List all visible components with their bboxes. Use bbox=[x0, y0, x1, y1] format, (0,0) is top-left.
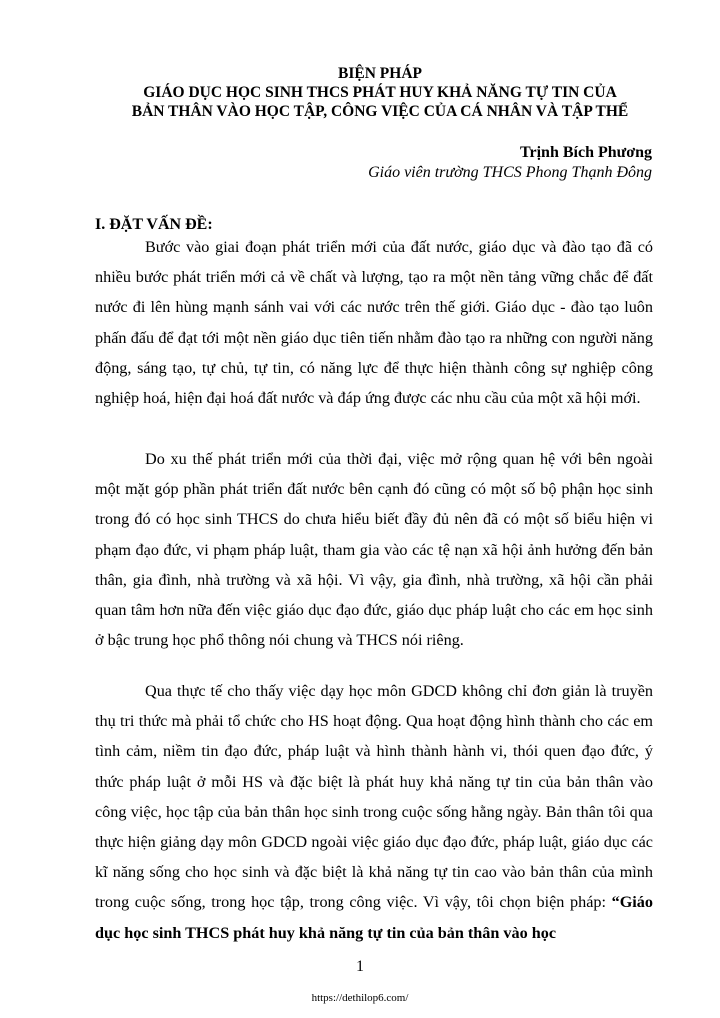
document-title-line-2: GIÁO DỤC HỌC SINH THCS PHÁT HUY KHẢ NĂNG TỰ TIN CỦA bbox=[143, 84, 617, 101]
paragraph-3-quote: “Giáo dục học sinh THCS phát huy khả năng tự tin của bản thân vào học bbox=[95, 893, 653, 942]
page-number: 1 bbox=[356, 958, 364, 975]
paragraph-1: Bước vào giai đoạn phát triển mới của đất nước, giáo dục và đào tạo đã có nhiều bước phát triển mới cả về chất và lượng, tạo ra một nền tảng vững chắc để đất nước đi lên hùng mạnh sánh vai với các nước trên thế giới. Giáo dục - đào tạo luôn phấn đấu để đạt tới một nền giáo dục tiên tiến nhằm đào tạo ra những con người năng động, sáng tạo, tự chủ, tự tin, có năng lực để thực hiện thành công sự nghiệp công nghiệp hoá, hiện đại hoá đất nước và đáp ứng được các nhu cầu của một xã hội mới. bbox=[95, 238, 653, 408]
document-title-line-1: BIỆN PHÁP bbox=[338, 65, 422, 82]
paragraph-3-text: Qua thực tế cho thấy việc dạy học môn GDCD không chỉ đơn giản là truyền thụ tri thức mà phải tổ chức cho HS hoạt động. Qua hoạt động hình thành cho các em tình cảm, niềm tin đạo đức, pháp luật và hình thành hành vi, thói quen đạo đức, ý thức pháp luật ở mỗi HS và đặc biệt là phát huy khả năng tự tin của bản thân vào công việc, học tập của bản thân học sinh trong cuộc sống hằng ngày. Bản thân tôi qua thực hiện giảng dạy môn GDCD ngoài việc giáo dục đạo đức, pháp luật, giáo dục các kĩ năng sống cho học sinh và đặc biệt là khả năng tự tin cao vào bản thân của mình trong cuộc sống, trong học tập, trong công việc. Vì vậy, tôi chọn biện pháp: bbox=[95, 682, 653, 912]
section-heading: I. ĐẶT VẤN ĐỀ: bbox=[95, 216, 213, 233]
paragraph-2: Do xu thế phát triển mới của thời đại, việc mở rộng quan hệ với bên ngoài một mặt góp phần phát triển đất nước bên cạnh đó cũng có một số bộ phận học sinh trong đó có học sinh THCS do chưa hiểu biết đầy đủ nên đã có một số biểu hiện vi phạm đạo đức, vi phạm pháp luật, tham gia vào các tệ nạn xã hội ảnh hưởng đến bản thân, gia đình, nhà trường và xã hội. Vì vậy, gia đình, nhà trường, xã hội cần phải quan tâm hơn nữa đến việc giáo dục đạo đức, giáo dục pháp luật cho các em học sinh ở bậc trung học phổ thông nói chung và THCS nói riêng. bbox=[95, 450, 653, 650]
author-affiliation: Giáo viên trường THCS Phong Thạnh Đông bbox=[368, 164, 652, 181]
paragraph-3 bbox=[95, 676, 653, 948]
author-name: Trịnh Bích Phương bbox=[520, 144, 652, 161]
footer-url[interactable]: https://dethilop6.com/ bbox=[311, 992, 409, 1004]
document-title-line-3: BẢN THÂN VÀO HỌC TẬP, CÔNG VIỆC CỦA CÁ NHÂN VÀ TẬP THỂ bbox=[131, 103, 629, 120]
